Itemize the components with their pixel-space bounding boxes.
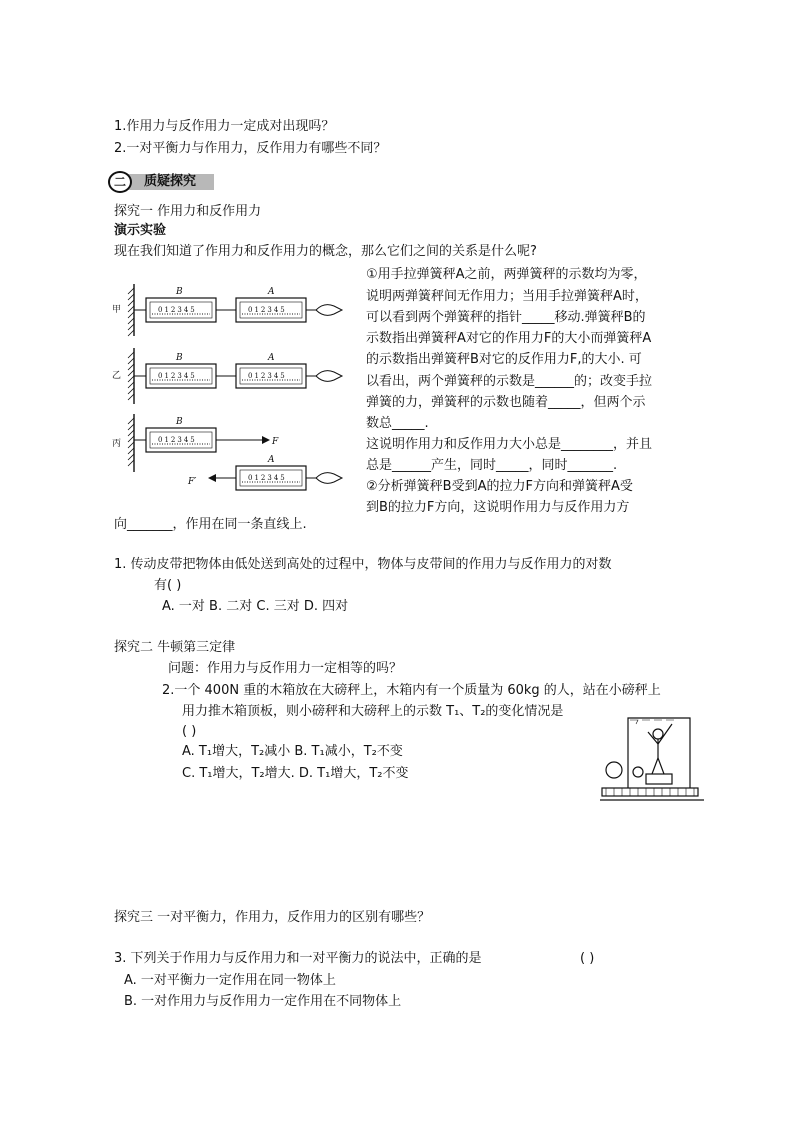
explore1-last-line: 向_______，作用在同一条直线上. (114, 517, 307, 532)
paragraph-line: ②分析弹簧秤B受到A的拉力F方向和弹簧秤A受 (366, 479, 633, 494)
paragraph-line: 的示数指出弹簧秤B对它的反作用力F,的大小. 可 (366, 352, 642, 367)
box-scale-figure (600, 712, 706, 802)
person-arms (648, 724, 672, 744)
small-scale (646, 774, 672, 784)
paragraph-line: 说明两弹簧秤间无作用力；当用手拉弹簧秤A时， (366, 289, 648, 304)
q3-stem: 3. 下列关于作用力与反作用力和一对平衡力的说法中，正确的是 (114, 951, 482, 966)
scale-b-digits: 012345 (158, 372, 197, 380)
scale-b-digits: 012345 (158, 436, 197, 444)
scale-problem-options-2: C. T₁增大，T₂增大. D. T₁增大，T₂不变 (182, 766, 409, 781)
belt-question-options: A. 一对 B. 二对 C. 三对 D. 四对 (162, 599, 349, 614)
scale-a-label: A (268, 287, 275, 297)
scale-problem-options-1: A. T₁增大，T₂减小 B. T₁减小，T₂不变 (182, 744, 403, 759)
section-number: 二 (108, 171, 132, 193)
scale-b-label: B (176, 287, 183, 297)
big-scale-platform (602, 788, 698, 796)
explore1-intro: 现在我们知道了作用力和反作用力的概念，那么它们之间的关系是什么呢? (114, 244, 537, 259)
hand-icon (306, 371, 342, 382)
paragraph-line: 示数指出弹簧秤A对它的作用力F的大小而弹簧秤A (366, 331, 652, 346)
q3-option-b: B. 一对作用力与反作用力一定作用在不同物体上 (124, 994, 402, 1009)
q3-option-a: A. 一对平衡力一定作用在同一物体上 (124, 973, 336, 988)
row-label-bing: 丙 (112, 439, 122, 449)
paragraph-line: 以看出，两个弹簧秤的示数是______的；改变手拉 (366, 374, 653, 389)
paragraph-line: 总是______产生，同时_____，同时_______. (366, 458, 618, 473)
scale-a-label: A (268, 455, 275, 465)
crate-top-hatch (630, 720, 674, 724)
intro-question-2: 2.一对平衡力与作用力，反作用力有哪些不同？ (114, 141, 387, 156)
intro-question-1: 1.作用力与反作用力一定成对出现吗？ (114, 119, 335, 134)
paragraph-line: 弹簧的力，弹簧秤的示数也随着_____，但两个示 (366, 395, 646, 410)
explore2-question: 问题：作用力与反作用力一定相等的吗？ (168, 661, 403, 676)
scale-a-label: A (268, 353, 275, 363)
demo-label: 演示实验 (114, 223, 167, 238)
force-f-prime-label: F′ (188, 477, 197, 487)
person-legs (652, 758, 664, 774)
spring-scale-figure (112, 264, 362, 492)
small-scale-dial-icon (633, 767, 643, 777)
scale-a-digits: 012345 (248, 372, 287, 380)
hand-icon (306, 305, 342, 316)
paragraph-line: 可以看到两个弹簧秤的指针_____移动.弹簧秤B的 (366, 310, 646, 325)
scale-problem-line2: 用力推木箱顶板，则小磅秤和大磅秤上的示数 T₁、T₂的变化情况是 (182, 704, 564, 719)
section-title: 质疑探究 (144, 174, 197, 189)
arrow-head (208, 474, 216, 482)
arrow-head (262, 436, 270, 444)
explore3-heading: 探究三 一对平衡力，作用力，反作用力的区别有哪些？ (114, 910, 431, 925)
scale-b-label: B (176, 417, 183, 427)
explore1-heading: 探究一 作用力和反作用力 (114, 204, 262, 219)
platform-segments (606, 788, 694, 796)
belt-question-stem: 1. 传动皮带把物体由低处送到高处的过程中，物体与皮带间的作用力与反作用力的对数 (114, 557, 612, 572)
scale-a-digits: 012345 (248, 306, 287, 314)
scale-problem-line1: 2.一个 400N 重的木箱放在大磅秤上，木箱内有一个质量为 60kg 的人，站在小磅秤上 (162, 683, 661, 698)
row-label-jia: 甲 (112, 305, 122, 315)
explore2-heading: 探究二 牛顿第三定律 (114, 640, 236, 655)
hand-icon (306, 473, 342, 484)
scale-problem-blank: ( ) (182, 724, 197, 739)
person-head (653, 729, 663, 739)
wall-hatch (128, 418, 134, 466)
scale-a-digits: 012345 (248, 474, 287, 482)
paragraph-line: 这说明作用力和反作用力大小总是________，并且 (366, 437, 653, 452)
row-label-yi: 乙 (112, 371, 122, 381)
big-scale-dial-icon (606, 762, 622, 778)
belt-question-blank: 有( ) (154, 578, 182, 593)
section-badge (108, 171, 208, 193)
paragraph-line: 数总_____. (366, 416, 429, 431)
paragraph-line: 到B的拉力F方向，这说明作用力与反作用力方 (366, 500, 630, 515)
wall-hatch (128, 288, 134, 336)
wall-hatch (128, 352, 134, 400)
force-f-label: F (272, 437, 279, 447)
paragraph-line: ①用手拉弹簧秤A之前，两弹簧秤的示数均为零， (366, 267, 647, 282)
scale-b-label: B (176, 353, 183, 363)
q3-blank: ( ) (580, 951, 595, 966)
scale-b-digits: 012345 (158, 306, 197, 314)
